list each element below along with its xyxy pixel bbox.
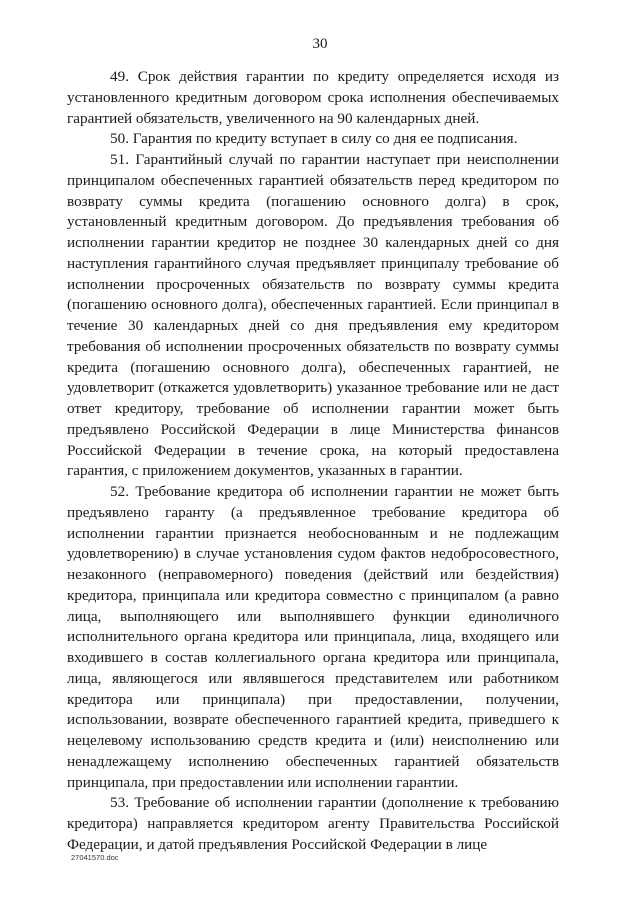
file-name-footer: 27041570.doc: [71, 853, 119, 862]
document-body: [67, 67, 559, 856]
paragraph-51: 51. Гарантийный случай по гарантии наступает при неисполнении принципалом обеспеченных гарантией обязательств перед кредитором по возврату суммы кредита (погашению основного долга) в срок, установленный кредитным договором. До предъявления требования об исполнении гарантии кредитор не позднее 30 календарных дней со дня наступления гарантийного случая предъявляет принципалу требование об исполнении просроченных обязательств по возврату суммы кредита (погашению основного долга), обеспеченных гарантией. Если принципал в течение 30 календарных дней со дня предъявления ему кредитором требования об исполнении просроченных обязательств по возврату суммы кредита (погашению основного долга), обеспеченных гарантией, не удовлетворит (откажется удовлетворить) указанное требование или не даст ответ кредитору, требование об исполнении гарантии может быть предъявлено Российской Федерации в лице Министерства финансов Российской Федерации в течение срока, на который предоставлена гарантия, с приложением документов, указанных в гарантии.: [67, 151, 559, 480]
paragraph-53: 53. Требование об исполнении гарантии (дополнение к требованию кредитора) направляется кредитором агенту Правительства Российской Федерации, и датой предъявления Российской Федерации в лице: [67, 794, 559, 853]
page-number: 30: [312, 36, 328, 52]
paragraph-49: 49. Срок действия гарантии по кредиту определяется исходя из установленного кредитным договором срока исполнения обеспечиваемых гарантией обязательств, увеличенного на 90 календарных дней.: [67, 68, 559, 127]
paragraph-50: 50. Гарантия по кредиту вступает в силу со дня ее подписания.: [110, 130, 518, 148]
paragraph-52: 52. Требование кредитора об исполнении гарантии не может быть предъявлено гаранту (а предъявленное требование кредитора об исполнении гарантии признается необоснованным и не подлежащим удовлетворению) в случае установления судом фактов недобросовестного, незаконного (неправомерного) поведения (действий или бездействия) кредитора, принципала или кредитора совместно с принципалом (а равно лица, выполняющего или выполнявшего функции единоличного исполнительного органа кредитора или принципала, лица, входящего или входившего в состав коллегиального органа кредитора или принципала, лица, являющегося или являвшегося представителем или работником кредитора или принципала) при предоставлении, получении, использовании, возврате обеспеченного гарантией кредита, приведшего к нецелевому использованию средств кредита и (или) неисполнению или ненадлежащему исполнению обеспеченных гарантией обязательств принципала, при предоставлении или исполнении гарантии.: [67, 483, 559, 791]
